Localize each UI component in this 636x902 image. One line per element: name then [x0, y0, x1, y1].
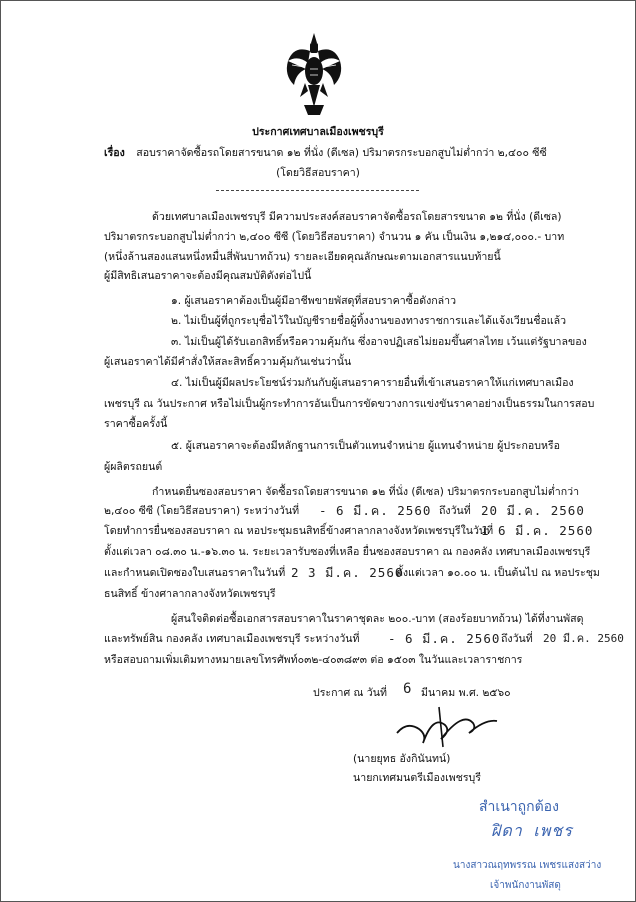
condition-item: ๒. ไม่เป็นผู้ที่ถูกระบุชื่อไว้ในบัญชีรายชื่อผู้ทิ้งงานของทางราชการและได้แจ้งเวียนชื่อแล้ว: [171, 315, 567, 327]
paragraph-line: ผู้มีสิทธิเสนอราคาจะต้องมีคุณสมบัติดังต่อไปนี้: [104, 270, 312, 282]
handwritten-date-submit: 1 6 มี.ค. 2560: [481, 523, 594, 538]
schedule-line: ธนสิทธิ์ ข้างศาลากลางจังหวัดเพชรบุรี: [104, 588, 276, 600]
condition-item: ราคาซื้อครั้งนี้: [104, 418, 168, 430]
divider: [216, 190, 419, 191]
certified-copy-label: สำเนาถูกต้อง: [479, 799, 559, 815]
schedule-line: ๒,๔๐๐ ซีซี (โดยวิธีสอบราคา) ระหว่างวันที่: [104, 505, 300, 517]
schedule-line: ตั้งแต่เวลา ๑๐.๐๐ น. เป็นต้นไป ณ หอประชุม: [396, 567, 600, 579]
garuda-emblem-icon: [284, 31, 344, 117]
handwritten-date-buy-end: 20 มี.ค. 2560: [543, 632, 624, 645]
official-signature: ฝิดา เพชร: [491, 821, 573, 840]
subject-text: สอบราคาจัดซื้อรถโดยสารขนาด ๑๒ ที่นั่ง (ดีเซล) ปริมาตรกระบอกสูบไม่ต่ำกว่า ๒,๔๐๐ ซีซี: [136, 147, 547, 159]
schedule-line: โดยทำการยื่นซองสอบราคา ณ หอประชุมธนสิทธิ์ข้างศาลากลางจังหวัดเพชรบุรีในวันที่: [104, 525, 494, 537]
purchase-line: ผู้สนใจติดต่อซื้อเอกสารสอบราคาในราคาชุดละ ๒๐๐.-บาท (สองร้อยบาทถ้วน) ได้ที่งานพัสดุ: [171, 613, 584, 625]
announce-month-year: มีนาคม พ.ศ. ๒๕๖๐: [421, 687, 511, 699]
schedule-line: ถึงวันที่: [439, 505, 471, 517]
handwritten-day: 6: [403, 681, 413, 697]
subject-label: เรื่อง: [104, 147, 125, 159]
schedule-line: และกำหนดเปิดซองใบเสนอราคาในวันที่: [104, 567, 286, 579]
paragraph-line: (หนึ่งล้านสองแสนหนึ่งหมื่นสี่พันบาทถ้วน) รายละเอียดคุณลักษณะตามเอกสารแนบท้ายนี้: [104, 251, 501, 263]
condition-item: ๓. ไม่เป็นผู้ได้รับเอกสิทธิ์หรือความคุ้มกัน ซึ่งอาจปฏิเสธไม่ยอมขึ้นศาลไทย เว้นแต่รัฐบาลของ: [171, 336, 587, 348]
announce-date-label: ประกาศ ณ วันที่: [313, 687, 387, 699]
paragraph-line: ปริมาตรกระบอกสูบไม่ต่ำกว่า ๒,๔๐๐ ซีซี (โดยวิธีสอบราคา) จำนวน ๑ คัน เป็นเงิน ๑,๒๑๔,๐๐๐.- บาท: [104, 231, 565, 243]
purchase-line: หรือสอบถามเพิ่มเติมทางหมายเลขโทรศัพท์๐๓๒-๔๐๓๘๙๓ ต่อ ๑๕๐๓ ในวันและเวลาราชการ: [104, 654, 523, 666]
purchase-line: ถึงวันที่: [501, 633, 533, 645]
condition-item: ผู้เสนอราคาได้มีคำสั่งให้สละสิทธิ์ความคุ้มกันเช่นว่านั้น: [104, 356, 352, 368]
handwritten-date-end: 20 มี.ค. 2560: [481, 503, 585, 518]
handwritten-date-open: 2 3 มี.ค. 2560: [291, 565, 404, 580]
handwritten-date-buy-start: - 6 มี.ค. 2560: [388, 631, 501, 646]
official-title: เจ้าพนักงานพัสดุ: [490, 880, 561, 891]
handwritten-date-start: - 6 มี.ค. 2560: [319, 503, 432, 518]
condition-item: ๔. ไม่เป็นผู้มีผลประโยชน์ร่วมกันกับผู้เสนอราคารายอื่นที่เข้าเสนอราคาให้แก่เทศบาลเมือง: [171, 377, 574, 389]
condition-item: ๕. ผู้เสนอราคาจะต้องมีหลักฐานการเป็นตัวแทนจำหน่าย ผู้แทนจำหน่าย ผู้ประกอบหรือ: [171, 440, 560, 452]
condition-item: ผู้ผลิตรถยนต์: [104, 461, 163, 473]
condition-item: ๑. ผู้เสนอราคาต้องเป็นผู้มีอาชีพขายพัสดุที่สอบราคาซื้อดังกล่าว: [171, 295, 457, 307]
schedule-line: กำหนดยื่นซองสอบราคา จัดซื้อรถโดยสารขนาด ๑๒ ที่นั่ง (ดีเซล) ปริมาตรกระบอกสูบไม่ต่ำกว่า: [152, 486, 580, 498]
purchase-line: และทรัพย์สิน กองคลัง เทศบาลเมืองเพชรบุรี ระหว่างวันที่: [104, 633, 360, 645]
signer-title: นายกเทศมนตรีเมืองเพชรบุรี: [353, 772, 481, 784]
mayor-signature: [393, 703, 505, 751]
schedule-line: ตั้งแต่เวลา ๐๘.๓๐ น.-๑๖.๓๐ น. ระยะเวลารับซองที่เหลือ ยื่นซองสอบราคา ณ กองคลัง เทศบาลเมืองเพชรบุรี: [104, 546, 591, 558]
signer-name: (นายยุทธ อังกินันทน์): [353, 753, 451, 765]
announcement-title: ประกาศเทศบาลเมืองเพชรบุรี: [252, 126, 384, 138]
official-name: นางสาวณฤทพรรณ เพชรแสงสว่าง: [453, 860, 602, 871]
condition-item: เพชรบุรี ณ วันประกาศ หรือไม่เป็นผู้กระทำการอันเป็นการขัดขวางการแข่งขันราคาอย่างเป็นธรรมในการสอบ: [104, 398, 595, 410]
subject-method: (โดยวิธีสอบราคา): [276, 167, 360, 179]
paragraph-line: ด้วยเทศบาลเมืองเพชรบุรี มีความประสงค์สอบราคาจัดซื้อรถโดยสารขนาด ๑๒ ที่นั่ง (ดีเซล): [152, 211, 562, 223]
